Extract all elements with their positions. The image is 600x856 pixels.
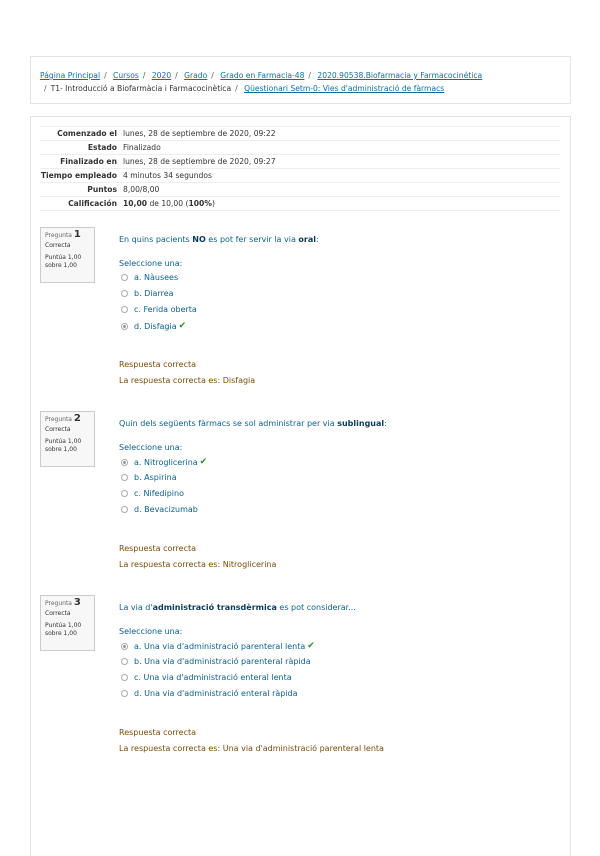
radio-button[interactable] (121, 690, 128, 697)
breadcrumb-separator: / (175, 71, 178, 80)
select-prompt: Seleccione una: (119, 443, 183, 452)
radio-button[interactable] (121, 306, 128, 313)
option-label: c. Nifedipino (134, 489, 184, 498)
breadcrumb-home-link[interactable]: Página Principal (40, 71, 101, 80)
summary-label: Tiempo empleado (40, 169, 123, 183)
summary-row (40, 141, 560, 155)
summary-label: Puntos (40, 183, 123, 197)
option-label: a. Nitroglicerina (134, 457, 198, 467)
question-info-3 (40, 595, 95, 651)
question-text-part: : (316, 235, 319, 244)
feedback-text: Respuesta correcta (119, 360, 197, 369)
breadcrumb-separator: / (235, 84, 238, 93)
question-text-part: : (384, 419, 387, 428)
summary-value: lunes, 28 de septiembre de 2020, 09:27 (123, 155, 560, 169)
summary-label: Finalizado en (40, 155, 123, 169)
breadcrumb-separator: / (211, 71, 214, 80)
right-answer-text: La respuesta correcta es: Una via d'administració parenteral lenta (119, 744, 384, 753)
question-grade: Puntúa 1,00 sobre 1,00 (45, 622, 82, 637)
answer-option[interactable] (121, 657, 311, 666)
breadcrumb-courses-link[interactable]: Cursos (113, 71, 139, 80)
summary-label: Calificación (40, 197, 123, 211)
option-label: c. Una via d'administració enteral lenta (134, 673, 292, 682)
answer-option[interactable] (121, 673, 292, 682)
question-info-1 (40, 227, 95, 283)
breadcrumb-year-link[interactable]: 2020 (151, 71, 172, 80)
summary-value (123, 197, 560, 211)
breadcrumb-separator: / (104, 71, 107, 80)
question-text-emphasis: oral (298, 235, 316, 244)
radio-button-selected[interactable] (121, 459, 128, 466)
option-label: b. Aspirina (134, 473, 177, 482)
select-prompt: Seleccione una: (119, 259, 183, 268)
breadcrumb-separator: / (308, 71, 311, 80)
radio-button[interactable] (121, 506, 128, 513)
feedback-text: Respuesta correcta (119, 728, 197, 737)
summary-label: Comenzado el (40, 127, 123, 141)
answer-option-selected[interactable] (121, 321, 186, 331)
question-label: Pregunta (45, 600, 72, 607)
radio-button[interactable] (121, 490, 128, 497)
option-label: d. Bevacizumab (134, 505, 198, 514)
option-label: a. Nàusees (134, 273, 179, 282)
summary-value: 4 minutos 34 segundos (123, 169, 560, 183)
question-grade: Puntúa 1,00 sobre 1,00 (45, 254, 82, 269)
summary-value: 8,00/8,00 (123, 183, 560, 197)
breadcrumb-container (30, 56, 571, 104)
question-state: Correcta (45, 610, 71, 617)
option-label: b. Diarrea (134, 289, 174, 298)
answer-option[interactable] (121, 305, 197, 314)
answer-option[interactable] (121, 473, 177, 482)
summary-row (40, 183, 560, 197)
breadcrumb-topic: T1- Introducció a Biofarmàcia i Farmacocinètica (50, 84, 232, 93)
answer-option[interactable] (121, 489, 184, 498)
question-state: Correcta (45, 242, 71, 249)
breadcrumb-course-link[interactable]: 2020.90538.Biofarmacia y Farmacocinética (317, 71, 483, 80)
breadcrumb (40, 69, 560, 95)
breadcrumb-program-link[interactable]: Grado en Farmacia-48 (220, 71, 305, 80)
radio-button-selected[interactable] (121, 323, 128, 330)
grade-score: 10,00 (123, 199, 148, 208)
breadcrumb-separator: / (142, 71, 146, 80)
question-number: 3 (73, 597, 81, 608)
summary-label: Estado (40, 141, 123, 155)
check-icon: ✔ (307, 641, 315, 651)
breadcrumb-degree-link[interactable]: Grado (184, 71, 208, 80)
question-text-part: es pot fer servir la via (205, 235, 299, 244)
answer-option[interactable] (121, 505, 198, 514)
question-text-part: es pot considerar... (276, 603, 356, 612)
question-label: Pregunta (45, 232, 72, 239)
answer-option-selected[interactable] (121, 457, 207, 467)
breadcrumb-separator: / (44, 84, 47, 93)
grade-percent: 100% (188, 199, 212, 208)
option-label: d. Disfagia (134, 321, 177, 331)
question-text-part: La via d' (119, 603, 153, 612)
right-answer-text: La respuesta correcta es: Nitroglicerina (119, 560, 277, 569)
radio-button[interactable] (121, 290, 128, 297)
question-text-3 (119, 603, 356, 612)
select-prompt: Seleccione una: (119, 627, 183, 636)
question-label: Pregunta (45, 416, 72, 423)
summary-row (40, 155, 560, 169)
question-info-2 (40, 411, 95, 467)
feedback-text: Respuesta correcta (119, 544, 197, 553)
question-text-part: En quins pacients (119, 235, 193, 244)
question-text-emphasis: NO (192, 235, 206, 244)
question-text-emphasis: sublingual (337, 419, 385, 428)
summary-row (40, 169, 560, 183)
grade-close: ) (211, 199, 215, 208)
option-label: a. Una via d'administració parenteral lenta (134, 641, 306, 651)
grade-max: de 10,00 ( (147, 199, 189, 208)
option-label: b. Una via d'administració parenteral ràpida (134, 657, 311, 666)
answer-option[interactable] (121, 273, 178, 282)
radio-button[interactable] (121, 474, 128, 481)
check-icon: ✔ (178, 321, 187, 331)
question-number: 1 (73, 229, 81, 240)
radio-button[interactable] (121, 274, 128, 281)
question-number: 2 (73, 413, 81, 424)
summary-row (40, 197, 560, 211)
check-icon: ✔ (199, 457, 208, 467)
summary-value: lunes, 28 de septiembre de 2020, 09:22 (123, 127, 560, 141)
question-text-part: Quin dels següents fàrmacs se sol administrar per via (119, 419, 338, 428)
question-state: Correcta (45, 426, 71, 433)
radio-button[interactable] (121, 658, 128, 665)
question-text-2 (119, 419, 387, 428)
option-label: c. Ferida oberta (134, 305, 197, 314)
attempt-summary-table (40, 126, 560, 211)
answer-option[interactable] (121, 689, 298, 698)
answer-option-selected[interactable] (121, 641, 315, 651)
radio-button-selected[interactable] (121, 643, 128, 650)
question-grade: Puntúa 1,00 sobre 1,00 (45, 438, 82, 453)
option-label: d. Una via d'administració enteral ràpida (134, 689, 298, 698)
breadcrumb-quiz-link[interactable]: Qüestionari Setm-0: Vies d'administració de fàrmacs (244, 84, 445, 93)
answer-option[interactable] (121, 289, 174, 298)
right-answer-text: La respuesta correcta es: Disfagia (119, 376, 256, 385)
question-text-emphasis: administració transdèrmica (152, 603, 277, 612)
radio-button[interactable] (121, 674, 128, 681)
summary-row (40, 127, 560, 141)
question-text-1 (119, 235, 319, 244)
summary-value: Finalizado (123, 141, 560, 155)
